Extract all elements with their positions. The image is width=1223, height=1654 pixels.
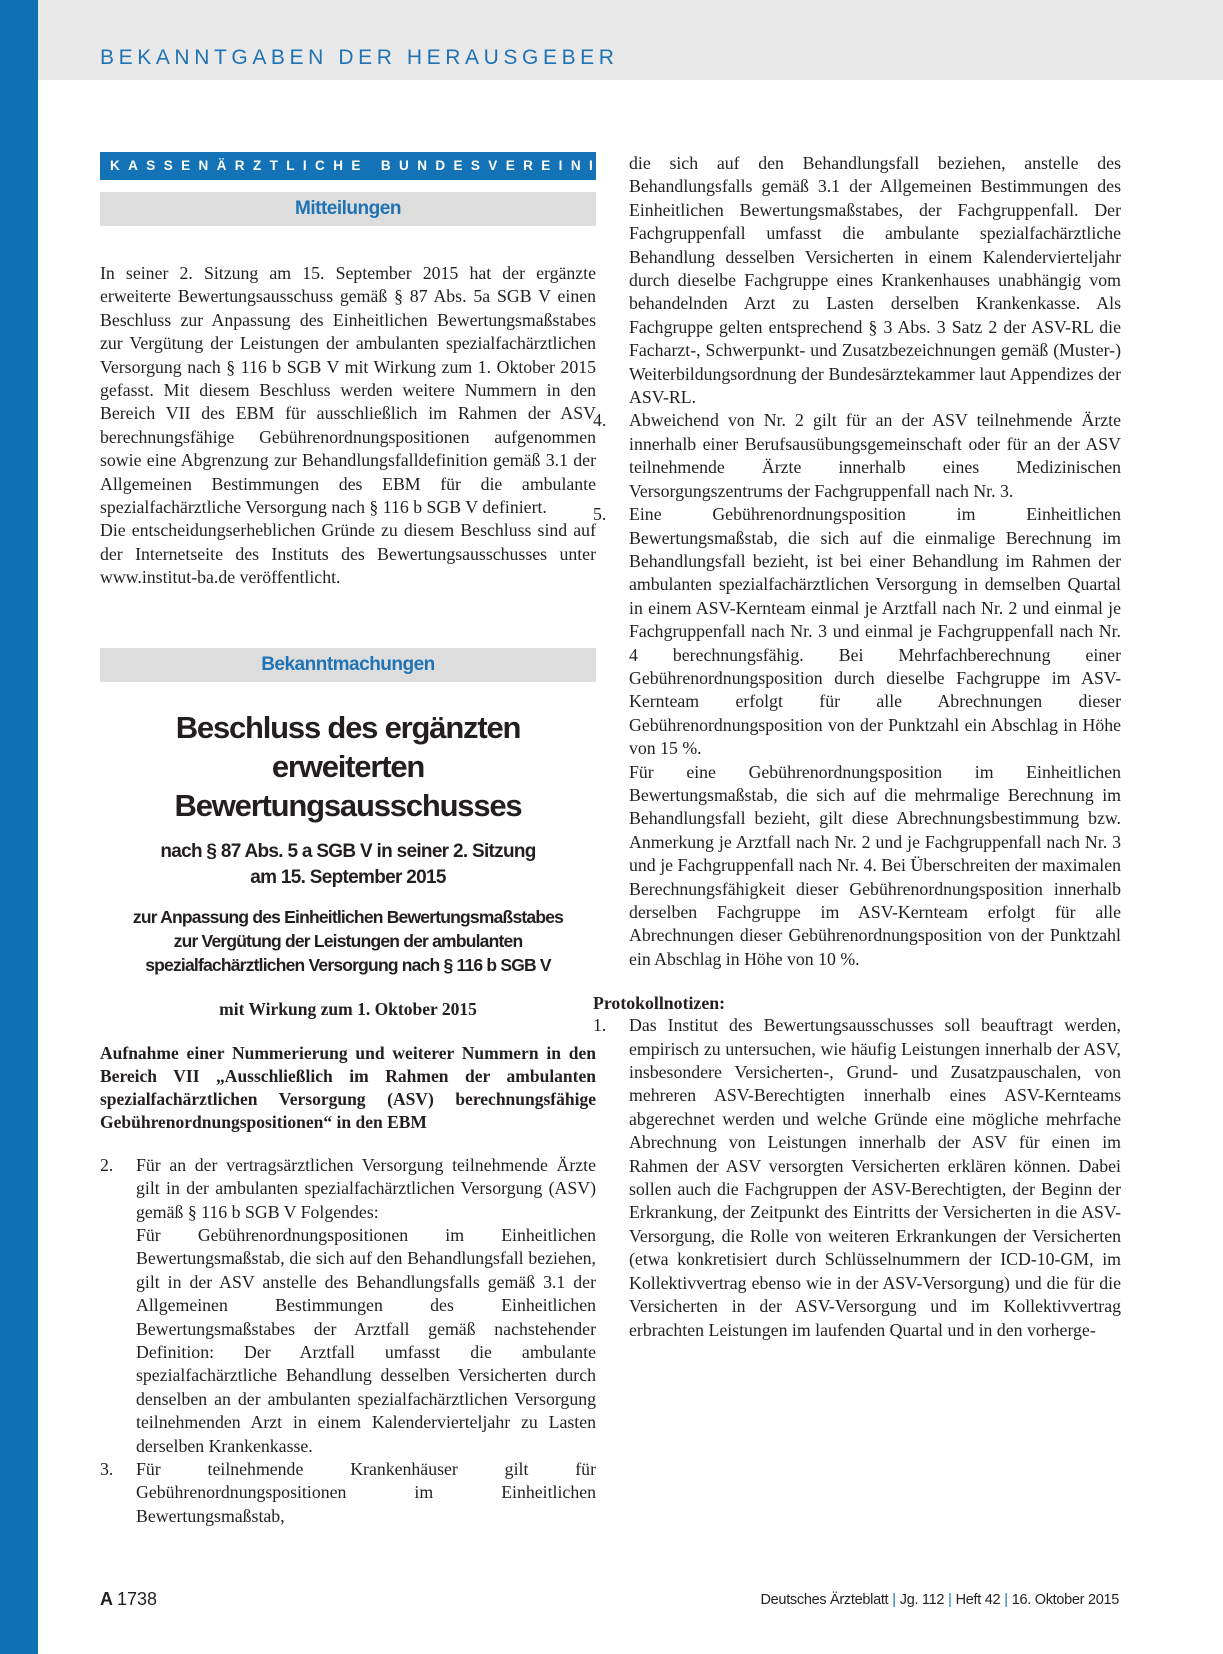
protocol-notes — [593, 1014, 1121, 1342]
resolution-purpose: zur Anpassung des Einheitlichen Bewertungsmaßstabes zur Vergütung der Leistungen der ambulanten spezialfachärztlichen Versorgung nach § 116 b SGB V — [132, 906, 564, 975]
resolution-title: Beschluss des ergänzten erweiterten Bewertungsausschusses — [174, 709, 522, 823]
journal-name: Deutsches Ärzteblatt — [760, 1592, 889, 1608]
page-number: A 1738 — [100, 1589, 158, 1609]
mitteilungen-paragraph: In seiner 2. Sitzung am 15. September 2015 hat der ergänzte erweiterte Bewertungsausschuss gemäß § 87 Abs. 5a SGB V einen Beschluss zur Anpassung des Einheitlichen Bewertungsmaßstabes zur Vergütung der Leistungen der ambulanten spezialfachärztlichen Versorgung nach § 116 b SGB V mit Wirkung zum 1. Oktober 2015 gefasst. Mit diesem Beschluss werden weitere Nummern in den Bereich VII des EBM für ausschließlich im Rahmen der ASV berechnungsfähige Gebührenordnungspositionen aufgenommen sowie eine Abgrenzung zur Behandlungsfalldefinition gemäß 3.1 der Allgemeinen Bestimmungen des EBM für die ambulante spezialfachärztliche Versorgung nach § 116 b SGB V definiert. — [100, 263, 596, 518]
item-text: Für teilnehmende Krankenhäuser gilt für Gebührenordnungspositionen im Einheitlichen Bewertungsmaßstab, — [136, 1458, 596, 1526]
list-item: 3. Für teilnehmende Krankenhäuser gilt für Gebührenordnungspositionen im Einheitlichen Bewertungsmaßstab, — [100, 1458, 596, 1528]
item-text: Abweichend von Nr. 2 gilt für an der ASV teilnehmende Ärzte innerhalb einer Berufsausübungsgemeinschaft oder für an der ASV teilnehmende Ärzte innerhalb eines Medizinischen Versorgungszentrums der Fachgruppenfall nach Nr. 3. — [629, 410, 1121, 501]
list-item: 2. Für an der vertragsärztlichen Versorgung teilnehmende Ärzte gilt in der ambulanten spezialfachärztlichen Versorgung (ASV) gemäß § 116 b SGB V Folgendes: Für Gebührenordnungspositionen im Einheitlichen Bewertungsmaßstab, die sich auf den Behandlungsfall beziehen, gilt in der ASV anstelle des Behandlungsfalls gemäß 3.1 der Allgemeinen Bestimmungen des Einheitlichen Bewertungsmaßstabes der Arztfall gemäß nachstehender Definition: Der Arztfall umfasst die ambulante spezialfachärztliche Behandlung desselben Versicherten durch denselben an der ambulanten spezialfachärztlichen Versorgung teilnehmenden Arzt in einem Kalendervierteljahr zu Lasten derselben Krankenkasse. — [100, 1154, 596, 1458]
list-item: 1. Das Institut des Bewertungsausschusses soll beauftragt werden, empirisch zu untersuchen, wie häufig Leistungen innerhalb der ASV, insbesondere Versicherten-, Grund- und Zusatzpauschalen, von mehreren ASV-Berechtigten innerhalb eines ASV-Kernteams abgerechnet werden und welche Gründe eine mögliche mehrfache Abrechnung von Leistungen innerhalb der ASV für einen im Rahmen der ASV versorgten Versicherten erklären können. Dabei sollen auch die Fachgruppen der ASV-Berechtigten, der Beginn der Erkrankung, der Zeitpunkt des Eintritts der Versicherten in die ASV-Versorgung, die Rolle von weiteren Erkrankungen der Versicherten (etwa konkretisiert durch Schlüsselnummern der ICD-10-GM, im Kollektivvertrag ebenso wie in der ASV-Versorgung) und die für die Versicherten in der ASV-Versorgung und im Kollektivvertrag erbrachten Leistungen im laufenden Quartal und in den vorherge- — [593, 1014, 1121, 1342]
list-item — [625, 152, 1121, 409]
item-text: Eine Gebührenordnungsposition im Einheitlichen Bewertungsmaßstab, die sich auf die einmalige Berechnung im Behandlungsfall bezieht, ist bei einer Behandlung im Rahmen der ambulanten spezialfachärztlichen Versorgung in demselben Quartal in einem ASV-Kernteam einmal je Arztfall nach Nr. 2 und einmal je Fachgruppenfall nach Nr. 3 und einmal je Fachgruppenfall nach Nr. 4 berechnungsfähig. Bei Mehrfachberechnung einer Gebührenordnungsposition durch dieselbe Fachgruppe im ASV-Kernteam erfolgt für alle Abrechnungen dieser Gebührenordnungsposition von der Punktzahl ein Abschlag in Höhe von 15 %. — [629, 504, 1121, 759]
list-item: 5. Eine Gebührenordnungsposition im Einheitlichen Bewertungsmaßstab, die sich auf die einmalige Berechnung im Behandlungsfall bezieht, ist bei einer Behandlung im Rahmen der ambulanten spezialfachärztlichen Versorgung in demselben Quartal in einem ASV-Kernteam einmal je Arztfall nach Nr. 2 und einmal je Fachgruppenfall nach Nr. 3 und einmal je Fachgruppenfall nach Nr. 4 berechnungsfähig. Bei Mehrfachberechnung einer Gebührenordnungsposition durch dieselbe Fachgruppe im ASV-Kernteam erfolgt für alle Abrechnungen dieser Gebührenordnungsposition von der Punktzahl ein Abschlag in Höhe von 15 %. Für eine Gebührenordnungsposition im Einheitlichen Bewertungsmaßstab, die sich auf die mehrmalige Berechnung im Behandlungsfall bezieht, gilt diese Abrechnungsbestimmung bzw. Anmerkung je Arztfall nach Nr. 2 und je Fachgruppenfall nach Nr. 3 und je Fachgruppenfall nach Nr. 4. Bei Überschreiten der maximalen Berechnungsfähigkeit dieser Gebührenordnungsposition innerhalb derselben Fachgruppe im ASV-Kernteam erfolgt für alle Abrechnungen dieser Gebührenordnungsposition von der Punktzahl ein Abschlag in Höhe von 10 %. — [593, 503, 1121, 971]
bekanntmachungen-heading: Bekanntmachungen — [100, 648, 596, 682]
resolution-items-right — [593, 409, 1121, 971]
item-text: Für an der vertragsärztlichen Versorgung teilnehmende Ärzte gilt in der ambulanten spezialfachärztlichen Versorgung (ASV) gemäß § 116 b SGB V Folgendes: — [136, 1154, 596, 1222]
effective-date: mit Wirkung zum 1. Oktober 2015 — [219, 998, 477, 1019]
resolution-items — [100, 1154, 596, 1529]
resolution-items-continued — [625, 152, 1121, 409]
item-text-continued: die sich auf den Behandlungsfall beziehen, anstelle des Behandlungsfalls gemäß 3.1 der Allgemeinen Bestimmungen des Einheitlichen Bewertungsmaßstabes, der Fachgruppenfall. Der Fachgruppenfall umfasst die ambulante spezialfachärztliche Behandlung desselben Versicherten in einem Kalendervierteljahr durch dieselbe Fachgruppe eines Krankenhauses unabhängig vom behandelnden Arzt zu Lasten derselben Krankenkasse. Als Fachgruppe gelten entsprechend § 3 Abs. 3 Satz 2 der ASV-RL die Facharzt-, Schwerpunkt- und Zusatzbezeichnungen gemäß (Muster-) Weiterbildungsordnung der Bundesärztekammer laut Appendizes der ASV-RL. — [629, 153, 1121, 408]
mitteilungen-paragraph-2: Die entscheidungserheblichen Gründe zu diesem Beschluss sind auf der Internetseite des Instituts des Bewertungsausschusses unter www.institut-ba.de veröffentlicht. — [100, 520, 596, 588]
protocol-notes-heading: Protokollnotizen: — [593, 993, 726, 1014]
right-column — [593, 152, 1121, 1342]
item-text: Für eine Gebührenordnungsposition im Einheitlichen Bewertungsmaßstab, die sich auf die mehrmalige Berechnung im Behandlungsfall bezieht, gilt diese Abrechnungsbestimmung bzw. Anmerkung je Arztfall nach Nr. 2 und je Fachgruppenfall nach Nr. 3 und je Fachgruppenfall nach Nr. 4. Bei Überschreiten der maximalen Berechnungsfähigkeit dieser Gebührenordnungsposition innerhalb derselben Fachgruppe im ASV-Kernteam erfolgt für alle Abrechnungen dieser Gebührenordnungsposition von der Punktzahl ein Abschlag in Höhe von 10 %. — [629, 761, 1121, 969]
mitteilungen-heading: Mitteilungen — [100, 192, 596, 226]
protocol-note-text: Das Institut des Bewertungsausschusses soll beauftragt werden, empirisch zu untersuchen, wie häufig Leistungen innerhalb der ASV, insbesondere Versicherten-, Grund- und Zusatzpauschalen, von mehreren ASV-Berechtigten innerhalb eines ASV-Kernteams abgerechnet werden und welche Gründe eine mögliche mehrfache Abrechnung von Leistungen innerhalb der ASV für einen im Rahmen der ASV versorgten Versicherten erklären können. Dabei sollen auch die Fachgruppen der ASV-Berechtigten, der Beginn der Erkrankung, der Zeitpunkt des Eintritts der Versicherten in die ASV-Versorgung, die Rolle von weiteren Erkrankungen der Versicherten (etwa konkretisiert durch Schlüsselnummern der ICD-10-GM, im Kollektivvertrag ebenso wie in der ASV-Versorgung) und die für die Versicherten in der ASV-Versorgung und im Kollektivvertrag erbrachten Leistungen im laufenden Quartal und in den vorherge- — [629, 1015, 1121, 1340]
resolution-subtitle: nach § 87 Abs. 5 a SGB V in seiner 2. Sitzung am 15. September 2015 — [160, 840, 536, 888]
item-text: Für Gebührenordnungspositionen im Einheitlichen Bewertungsmaßstab, die sich auf den Behandlungsfall beziehen, gilt in der ASV anstelle des Behandlungsfalls gemäß 3.1 der Allgemeinen Bestimmungen des Einheitlichen Bewertungsmaßstabes der Arztfall gemäß nachstehender Definition: Der Arztfall umfasst die ambulante spezialfachärztliche Behandlung desselben Versicherten durch denselben an der ambulanten spezialfachärztlichen Versorgung teilnehmenden Arzt in einem Kalendervierteljahr zu Lasten derselben Krankenkasse. — [136, 1224, 596, 1456]
journal-volume: Jg. 112 — [899, 1592, 945, 1608]
journal-issue: Heft 42 — [955, 1592, 1001, 1608]
list-item: 4. Abweichend von Nr. 2 gilt für an der ASV teilnehmende Ärzte innerhalb einer Berufsausübungsgemeinschaft oder für an der ASV teilnehmende Ärzte innerhalb eines Medizinischen Versorgungszentrums der Fachgruppenfall nach Nr. 3. — [593, 409, 1121, 503]
amendment-heading: Aufnahme einer Nummerierung und weiterer Nummern in den Bereich VII „Ausschließlich im Rahmen der ambulanten spezialfachärztlichen Versorgung (ASV) berechnungsfähige Gebührenordnungspositionen“ in den EBM — [100, 1042, 596, 1132]
journal-citation: Deutsches Ärzteblatt | Jg. 112 | Heft 42 | 16. Oktober 2015 — [760, 1592, 1119, 1608]
organization-bar: KASSENÄRZTLICHE BUNDESVEREINIGUNG — [100, 152, 596, 180]
section-header: BEKANNTGABEN DER HERAUSGEBER — [100, 46, 619, 69]
left-accent-bar — [0, 0, 38, 1654]
journal-date: 16. Oktober 2015 — [1011, 1592, 1119, 1608]
